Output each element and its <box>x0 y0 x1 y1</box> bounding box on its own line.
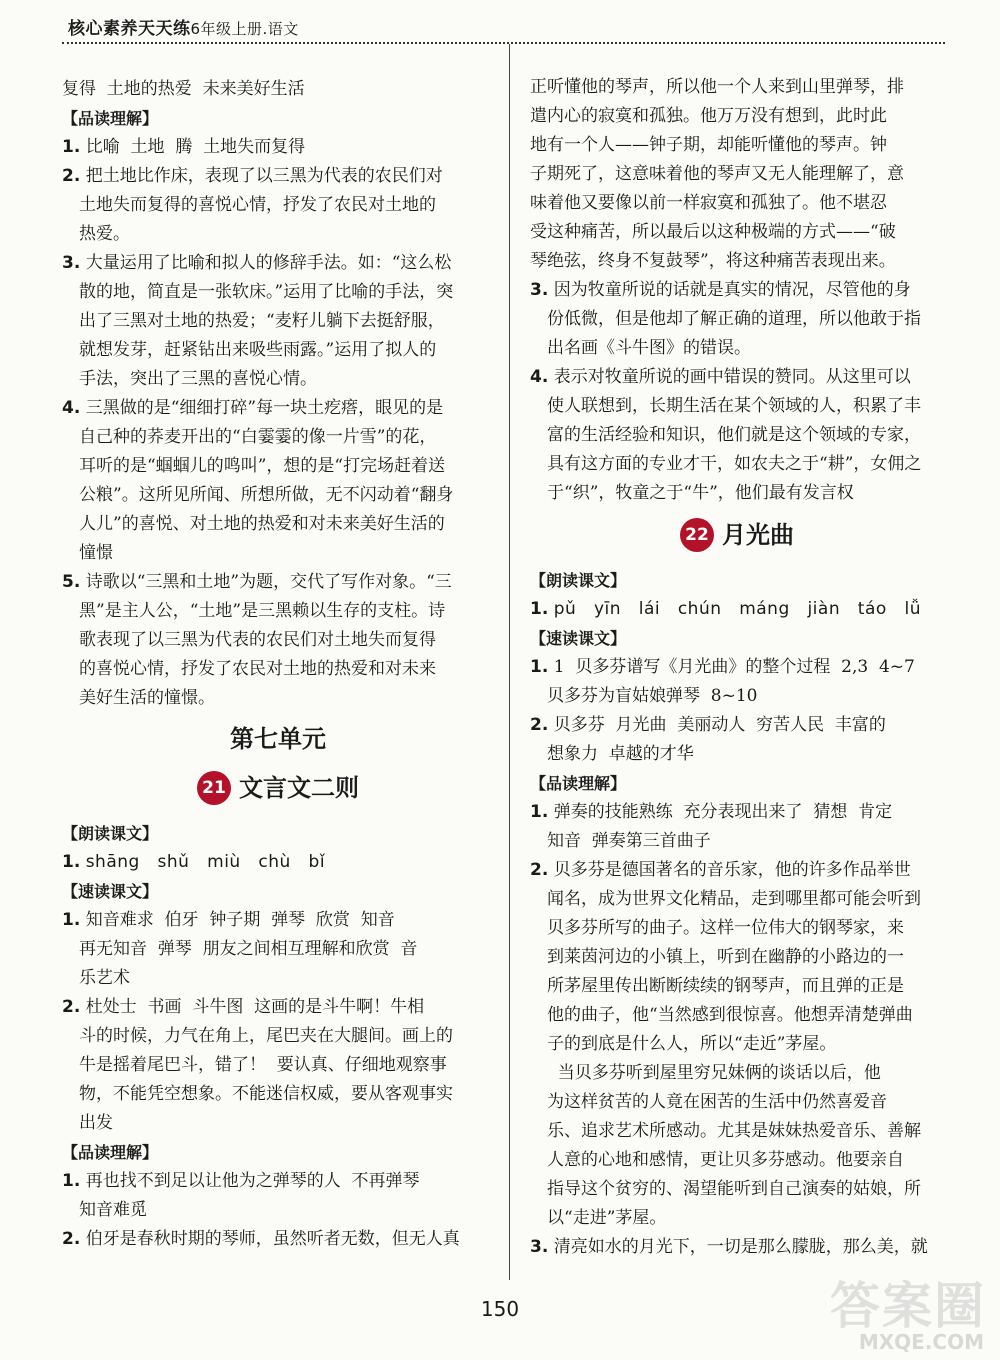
answer-continuation: 富的生活经验和知识，他们就是这个领域的专家， <box>547 425 921 445</box>
answer-continuation: 子的到底是什么人，所以“走近”茅屋。 <box>547 1034 837 1054</box>
item-text: 1 贝多芬谱写《月光曲》的整个过程 2,3 4~7 <box>553 657 915 677</box>
page-header <box>68 14 299 39</box>
answer-continuation: 自己种的荞麦开出的“白霎霎的像一片雪”的花， <box>79 427 437 447</box>
section-tag: 【品读理解】 <box>62 109 159 128</box>
watermark-logo <box>776 1266 986 1356</box>
text-line: 受这种痛苦，所以最后以这种极端的方式——“破 <box>530 222 896 242</box>
section-tag: 【朗读课文】 <box>530 571 627 590</box>
header-divider <box>62 42 945 44</box>
answer-continuation: 的喜悦心情，抒发了农民对土地的热爱和对未来 <box>79 659 436 679</box>
item-number: 1. <box>530 657 549 677</box>
answer-continuation: 份低微，但是他却了解正确的道理，所以他敢于指 <box>547 309 921 329</box>
item-text: 把土地比作床，表现了以三黑为代表的农民们对 <box>85 166 443 186</box>
answer-continuation: 贝多芬为盲姑娘弹琴 8~10 <box>547 686 758 706</box>
answer-continuation: 土地失而复得的喜悦心情，抒发了农民对土地的 <box>79 195 436 215</box>
pinyin-answer <box>62 848 494 877</box>
item-text: 杜处士 书画 斗牛图 这画的是斗牛啊！牛相 <box>85 997 425 1017</box>
answer-continuation: 指导这个贫穷的、渴望能听到自己演奏的姑娘，所 <box>547 1179 921 1199</box>
lesson-title <box>530 510 944 560</box>
item-number: 1. <box>530 599 549 619</box>
text-line: 复得 土地的热爱 未来美好生活 <box>62 79 305 99</box>
item-text: 清亮如水的月光下，一切是那么朦胧，那么美，就 <box>553 1237 928 1257</box>
item-number: 3. <box>530 280 549 300</box>
pinyin-answer <box>530 595 944 624</box>
answer-continuation: 黑”是主人公，“土地”是三黑赖以生存的支柱。诗 <box>79 601 446 621</box>
answer-continuation: 热爱。 <box>79 224 130 244</box>
answer-continuation: 知音 弹奏第三首曲子 <box>547 831 711 851</box>
section-tag: 【朗读课文】 <box>62 824 159 843</box>
section-tag: 【品读理解】 <box>530 774 627 793</box>
book-grade: 6年级上册.语文 <box>190 20 299 38</box>
answer-continuation: 乐、追求艺术所感动。尤其是妹妹热爱音乐、善解 <box>547 1121 921 1141</box>
page-number: 150 <box>480 1297 520 1321</box>
answer-item <box>530 856 944 885</box>
answer-continuation: 再无知音 弹琴 朋友之间相互理解和欣赏 音 <box>79 939 418 959</box>
item-text: 比喻 土地 腾 土地失而复得 <box>85 137 306 157</box>
answer-continuation: 就想发芽，赶紧钻出来吸些雨露。”运用了拟人的 <box>79 340 437 360</box>
answer-continuation: 散的地，简直是一张软床。”运用了比喻的手法，突 <box>79 282 454 302</box>
item-number: 1. <box>62 1171 81 1191</box>
section-tag: 【速读课文】 <box>530 629 627 648</box>
item-text: 表示对牧童所说的画中错误的赞同。从这里可以 <box>553 367 911 387</box>
item-text: 贝多芬 月光曲 美丽动人 穷苦人民 丰富的 <box>553 715 886 735</box>
answer-continuation: 出了三黑对土地的热爱；“麦籽儿躺下去挺舒服， <box>79 311 445 331</box>
answer-continuation: 物，不能凭空想象。不能迷信权威，要从客观事实 <box>79 1084 453 1104</box>
answer-item <box>530 711 944 740</box>
answer-continuation: 公粮”。这所见所闻、所想所做，无不闪动着“翻身 <box>79 485 454 505</box>
answer-item <box>530 276 944 305</box>
item-number: 4. <box>530 367 549 387</box>
item-text: 伯牙是春秋时期的琴师，虽然听者无数，但无人真 <box>85 1229 460 1249</box>
text-line: 地有一个人——钟子期，却能听懂他的琴声。钟 <box>530 135 887 155</box>
text-line: 味着他又要像以前一样寂寞和孤独了。他不堪忍 <box>530 193 887 213</box>
answer-item <box>530 1233 944 1262</box>
lesson-title <box>62 763 494 813</box>
item-number: 5. <box>62 572 81 592</box>
text-line: 琴绝弦，终身不复鼓琴”，将这种痛苦表现出来。 <box>530 251 896 271</box>
item-text: 大量运用了比喻和拟人的修辞手法。如：“这么松 <box>85 253 452 273</box>
item-number: 2. <box>530 715 549 735</box>
text-line: 正听懂他的琴声，所以他一个人来到山里弹琴，排 <box>530 77 904 97</box>
item-number: 2. <box>62 997 81 1017</box>
item-number: 2. <box>62 166 81 186</box>
answer-continuation: 出发 <box>79 1113 113 1133</box>
item-number: 3. <box>530 1237 549 1257</box>
item-text: pǔ yīn lái chún máng jiàn táo lǚ <box>553 599 922 619</box>
item-number: 4. <box>62 398 81 418</box>
item-text: 因为牧童所说的话就是真实的情况，尽管他的身 <box>553 280 911 300</box>
answer-continuation: 耳听的是“蝈蝈儿的鸣叫”，想的是“打完场赶着送 <box>79 456 446 476</box>
answer-continuation: 贝多芬所写的曲子。这样一位伟大的钢琴家，来 <box>547 918 904 938</box>
answer-continuation: 出名画《斗牛图》的错误。 <box>547 338 751 358</box>
answer-continuation: 他的曲子，他“当然感到很惊喜。他想弄清楚弹曲 <box>547 1005 913 1025</box>
item-text: 诗歌以“三黑和土地”为题，交代了写作对象。“三 <box>85 572 452 592</box>
answer-continuation: 手法，突出了三黑的喜悦心情。 <box>79 369 317 389</box>
answer-item <box>530 798 944 827</box>
item-number: 2. <box>62 1229 81 1249</box>
answer-item <box>62 249 494 278</box>
text-line: 遣内心的寂寞和孤独。他万万没有想到，此时此 <box>530 106 887 126</box>
answer-item <box>62 133 494 162</box>
item-text: 贝多芬是德国著名的音乐家，他的许多作品举世 <box>553 860 911 880</box>
item-text: 弹奏的技能熟练 充分表现出来了 猜想 肯定 <box>553 802 893 822</box>
lesson-title-text: 月光曲 <box>722 520 794 549</box>
answer-continuation: 想象力 卓越的才华 <box>547 744 694 764</box>
answer-continuation: 憧憬 <box>79 543 113 563</box>
answer-continuation: 为这样贫苦的人竟在困苦的生活中仍然喜爱音 <box>547 1092 887 1112</box>
answer-continuation: 乐艺术 <box>79 968 130 988</box>
text-line: 子期死了，这意味着他的琴声又无人能理解了，意 <box>530 164 904 184</box>
answer-continuation: 斗的时候，力气在角上，尾巴夹在大腿间。画上的 <box>79 1026 453 1046</box>
answer-item <box>62 162 494 191</box>
item-text: 知音难求 伯牙 钟子期 弹琴 欣赏 知音 <box>85 910 395 930</box>
watermark-text: 答案圈 <box>830 1277 986 1335</box>
answer-continuation: 使人联想到，长期生活在某个领域的人，积累了丰 <box>547 396 921 416</box>
answer-item <box>62 1225 494 1254</box>
answer-continuation: 当贝多芬听到屋里穷兄妹俩的谈话以后，他 <box>547 1063 881 1083</box>
left-column <box>62 75 494 1254</box>
answer-item <box>62 1167 494 1196</box>
answer-continuation: 具有这方面的专业才干，如农夫之于“耕”，女佣之 <box>547 454 922 474</box>
item-number: 1. <box>62 910 81 930</box>
answer-item <box>530 653 944 682</box>
lesson-title-text: 文言文二则 <box>239 773 359 802</box>
answer-continuation: 人意的心地和感情，更让贝多芬感动。他要亲自 <box>547 1150 904 1170</box>
answer-continuation: 于“织”，牧童之于“牛”，他们最有发言权 <box>547 483 854 503</box>
answer-item <box>530 363 944 392</box>
answer-item <box>62 394 494 423</box>
column-divider <box>509 44 510 1280</box>
answer-continuation: 所茅屋里传出断断续续的钢琴声，而且弹的正是 <box>547 976 904 996</box>
watermark-url: MXQE.COM <box>858 1330 984 1354</box>
item-text: 三黑做的是“细细打碎”每一块土疙瘩，眼见的是 <box>85 398 444 418</box>
item-number: 1. <box>62 852 81 872</box>
item-text: shāng shǔ miù chù bǐ <box>85 852 326 872</box>
answer-item <box>62 906 494 935</box>
book-title: 核心素养天天练 <box>68 19 191 39</box>
lesson-number-badge: 21 <box>197 771 231 805</box>
answer-continuation: 知音难觅 <box>79 1200 147 1220</box>
item-number: 1. <box>62 137 81 157</box>
right-column <box>530 73 944 1262</box>
answer-continuation: 到莱茵河边的小镇上，听到在幽静的小路边的一 <box>547 947 904 967</box>
answer-continuation: 闻名，成为世界文化精品，走到哪里都可能会听到 <box>547 889 921 909</box>
item-number: 2. <box>530 860 549 880</box>
answer-continuation: 美好生活的憧憬。 <box>79 688 215 708</box>
item-text: 再也找不到足以让他为之弹琴的人 不再弹琴 <box>85 1171 420 1191</box>
answer-continuation: 歌表现了以三黑为代表的农民们对土地失而复得 <box>79 630 436 650</box>
lesson-number-badge: 22 <box>680 518 714 552</box>
item-number: 1. <box>530 802 549 822</box>
item-number: 3. <box>62 253 81 273</box>
answer-item <box>62 993 494 1022</box>
unit-title: 第七单元 <box>230 725 326 753</box>
answer-continuation: 牛是摇着尾巴斗，错了！ 要认真、仔细地观察事 <box>79 1055 447 1075</box>
section-tag: 【速读课文】 <box>62 882 159 901</box>
section-tag: 【品读理解】 <box>62 1143 159 1162</box>
answer-item <box>62 568 494 597</box>
answer-continuation: 以“走进”茅屋。 <box>547 1208 667 1228</box>
answer-continuation: 人儿”的喜悦、对土地的热爱和对未来美好生活的 <box>79 514 445 534</box>
